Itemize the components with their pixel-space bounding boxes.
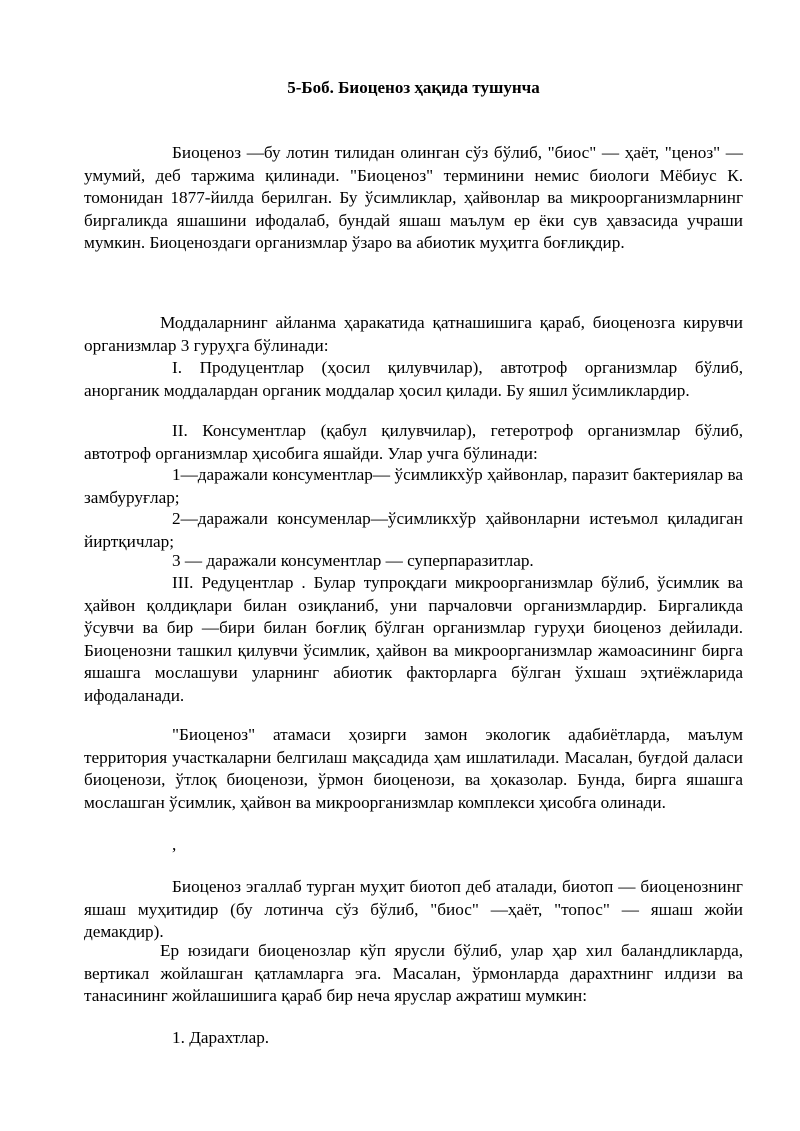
stray-comma: , xyxy=(172,835,177,854)
paragraph-term-usage: "Биоценоз" атамаси ҳозирги замон экологик адабиётларда, маълум территория участкаларни белгилаш мақсадида ҳам ишлатилади. Масалан, буғдой даласи биоценози, ўтлоқ биоценози, ўрмон биоценози, ва ҳоказолар. Бунда, бирга яшашга мослашган ўсимлик, ҳайвон ва микроорганизмлар комплекси ҳисобга олинади. xyxy=(84,725,743,812)
list-item-trees: 1. Дарахтлар. xyxy=(172,1028,270,1047)
paragraph-first-order: 1—даражали консументлар— ўсимликхўр ҳайвонлар, паразит бактериялар ва замбуруғлар; xyxy=(84,465,743,507)
paragraph-second-order: 2—даражали консуменлар—ўсимликхўр ҳайвонларни истеъмол қиладиган йиртқичлар; xyxy=(84,509,743,551)
paragraph-groups-intro: Моддаларнинг айланма ҳаракатида қатнашишига қараб, биоценозга кирувчи организмлар 3 гуруҳга бўлинади: xyxy=(84,313,743,355)
paragraph-biotope: Биоценоз эгаллаб турган муҳит биотоп деб аталади, биотоп — биоценознинг яшаш муҳитидир (бу лотинча сўз бўлиб, "биос" —ҳаёт, "топос" — яшаш жойи демакдир). xyxy=(84,877,743,942)
chapter-title: 5-Боб. Биоценоз ҳақида тушунча xyxy=(287,78,540,97)
paragraph-layers: Ер юзидаги биоценозлар кўп ярусли бўлиб, улар ҳар хил баландликларда, вертикал жойлашган қатламларга эга. Масалан, ўрмонларда дарахтнинг илдизи ва танасининг жойлашишига қараб бир неча яруслар ажратиш мумкин: xyxy=(84,941,743,1006)
paragraph-reducers: III. Редуцентлар . Булар тупроқдаги микроорганизмлар бўлиб, ўсимлик ва ҳайвон қолдиқлари билан озиқланиб, уни парчаловчи организмлардир. Биргаликда ўсувчи ва бир —бири билан боғлиқ бўлган организмлар гуруҳи биоценоз дейилади. Биоценозни ташкил қилувчи ўсимлик, ҳайвон ва микроорганизмлар жамоасининг бирга яшашга мослашуви уларнинг абиотик факторларга бўлган ўхшаш эҳтиёжларида ифодаланади. xyxy=(84,573,743,705)
paragraph-producers: I. Продуцентлар (ҳосил қилувчилар), автотроф организмлар бўлиб, анорганик моддалардан органик моддалар ҳосил қилади. Бу яшил ўсимликлардир. xyxy=(84,358,743,400)
paragraph-third-order: 3 — даражали консументлар — суперпаразитлар. xyxy=(172,551,534,570)
paragraph-consumers: II. Консументлар (қабул қилувчилар), гетеротроф организмлар бўлиб, автотроф организмлар ҳисобига яшайди. Улар учга бўлинади: xyxy=(84,421,743,463)
paragraph-definition: Биоценоз —бу лотин тилидан олинган сўз бўлиб, "биос" — ҳаёт, "ценоз" —умумий, деб таржима қилинади. "Биоценоз" терминини немис биологи Мёбиус К. томонидан 1877-йилда берилган. Бу ўсимликлар, ҳайвонлар ва микроорганизмларнинг биргаликда яшашини ифодалаб, бундай яшаш маълум ер ёки сув ҳавзасида учраши мумкин. Биоценоздаги организмлар ўзаро ва абиотик муҳитга боғлиқдир. xyxy=(84,143,743,253)
